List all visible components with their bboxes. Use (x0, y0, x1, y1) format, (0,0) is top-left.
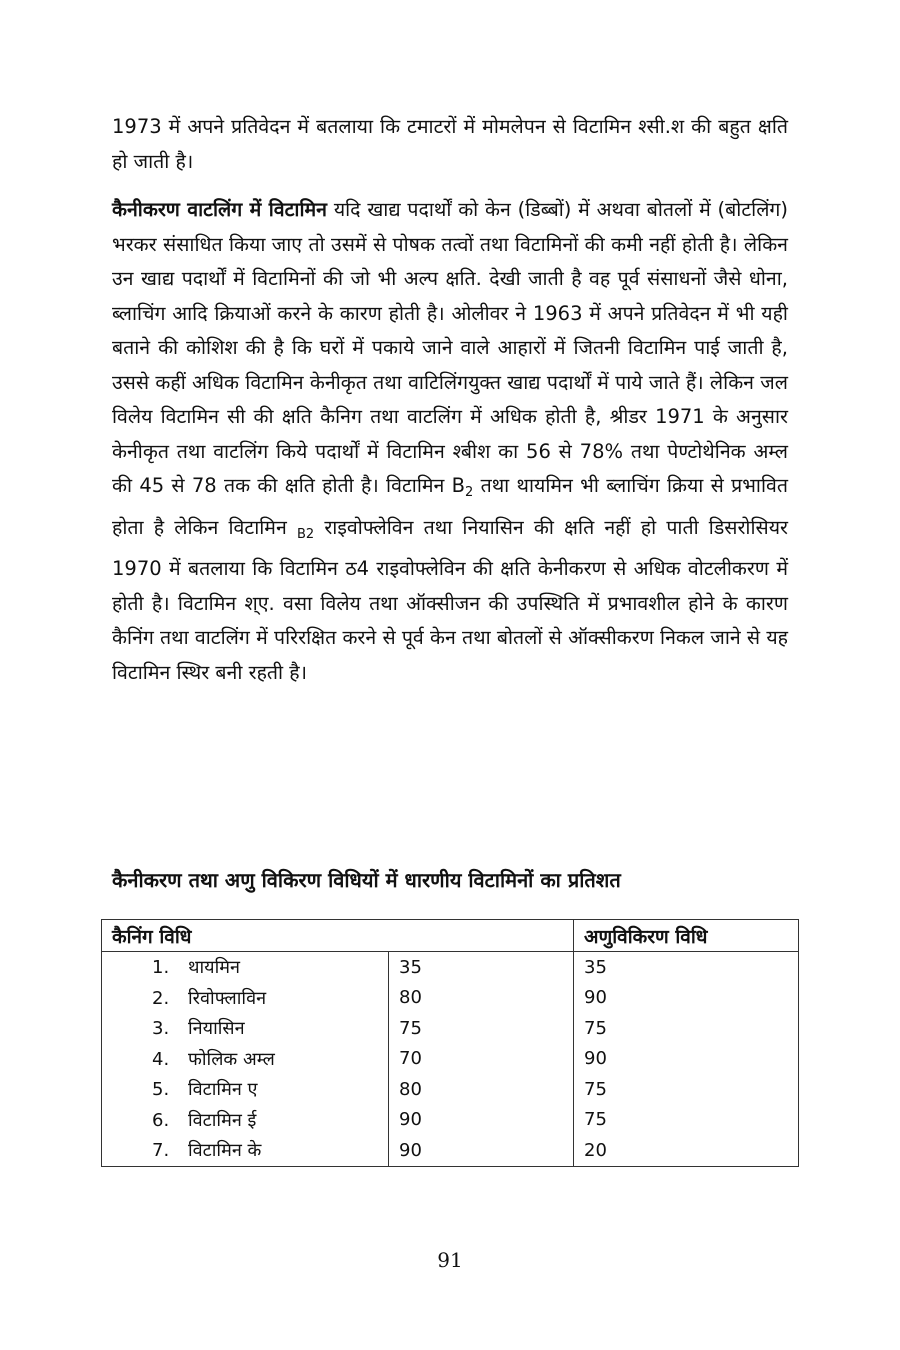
canning-value: 75 (389, 1013, 574, 1044)
table-body (102, 952, 799, 1167)
paragraph-text-2: तथा थायमिन भी ब्लाचिंग क्रिया से प्रभावित होता है लेकिन विटामिन (112, 474, 788, 539)
table-row (102, 1135, 799, 1166)
vitamin-name: फोलिक अम्ल (188, 1048, 275, 1070)
vitamin-name: रिवोफ्लाविन (188, 987, 267, 1009)
vitamin-name: विटामिन ए (188, 1079, 258, 1101)
irradiation-value: 75 (574, 1105, 799, 1136)
canning-value: 90 (389, 1105, 574, 1136)
vitamin-name-cell (102, 983, 389, 1014)
header-irradiation-method: अणुविकिरण विधि (574, 920, 799, 952)
paragraph-text-3: राइवोफ्लेविन तथा नियासिन की क्षति नहीं हो पाती डिसरोसियर 1970 में बतलाया कि विटामिन ठ4 राइवोफ्लेविन की क्षति केनीकरण से अधिक वोटलीकरण में होती है। विटामिन श्ए. वसा विलेय तथा ऑक्सीजन की उपस्थिति में प्रभावशील होने के कारण कैनिंग तथा वाटलिंग में परिरक्षित करने से पूर्व केन तथा बोतलों से ऑक्सीकरण निकल जाने से यह विटामिन स्थिर बनी रहती है। (112, 515, 788, 684)
table-row (102, 1044, 799, 1075)
row-number: 4. (152, 1048, 170, 1070)
canning-value: 35 (389, 952, 574, 983)
canning-value: 90 (389, 1135, 574, 1166)
paragraph-intro: 1973 में अपने प्रतिवेदन में बतलाया कि टमाटरों में मोमलेपन से विटामिन श्सी.श की बहुत क्षति हो जाती है। (112, 115, 788, 173)
vitamin-name-cell (102, 1044, 389, 1075)
vitamin-name: विटामिन ई (188, 1109, 257, 1131)
paragraph-text-1: यदि खाद्य पदार्थों को केन (डिब्बों) में अथवा बोतलों में (बोटलिंग) भरकर संसाधित किया जाए तो उसमें से पोषक तत्वों तथा विटामिनों की कमी नहीं होती है। लेकिन उन खाद्य पदार्थों में विटामिनों की जो भी अल्प क्षति. देखी जाती है वह पूर्व संसाधनों जैसे धोना, ब्लाचिंग आदि क्रियाओं करने के कारण होती है। ओलीवर ने 1963 में अपने प्रतिवेदन में भी यही बताने की कोशिश की है कि घरों में पकाये जाने वाले आहारों में जितनी विटामिन पाई जाती है, उससे कहीं अधिक विटामिन केनीकृत तथा वाटिलिंगयुक्त खाद्य पदार्थों में पाये जाते हैं। लेकिन जल विलेय विटामिन सी की क्षति कैनिग तथा वाटलिंग में अधिक होती है, श्रीडर 1971 के अनुसार केनीकृत तथा वाटलिंग किये पदार्थों में विटामिन श्बीश का 56 से 78% तथा पेण्टोथेनिक अम्ल की 45 से 78 तक की क्षति होती है। विटामिन B (112, 198, 789, 497)
canning-value: 70 (389, 1044, 574, 1075)
irradiation-value: 35 (574, 952, 799, 983)
row-number: 5. (152, 1079, 170, 1101)
vitamin-name: विटामिन के (188, 1140, 262, 1162)
vitamin-name-cell (102, 1074, 389, 1105)
irradiation-value: 75 (574, 1013, 799, 1044)
row-number: 1. (152, 957, 170, 979)
irradiation-value: 75 (574, 1074, 799, 1105)
vitamin-retention-table (101, 919, 799, 1167)
irradiation-value: 90 (574, 983, 799, 1014)
vitamin-name-cell (102, 1105, 389, 1136)
table-row (102, 1105, 799, 1136)
vitamin-name-cell (102, 952, 389, 983)
vitamin-name: नियासिन (188, 1018, 245, 1040)
vitamin-name-cell (102, 1135, 389, 1166)
page-body (112, 110, 788, 690)
table-row (102, 983, 799, 1014)
paragraph-canning (112, 193, 788, 690)
row-number: 3. (152, 1018, 170, 1040)
canning-value: 80 (389, 983, 574, 1014)
irradiation-value: 20 (574, 1135, 799, 1166)
vitamin-name-cell (102, 1013, 389, 1044)
row-number: 2. (152, 987, 170, 1009)
table-header-row (102, 920, 799, 952)
table-row (102, 1074, 799, 1105)
subscript-2: 2 (465, 485, 474, 500)
canning-value: 80 (389, 1074, 574, 1105)
row-number: 7. (152, 1140, 170, 1162)
header-canning-method: कैनिंग विधि (102, 920, 574, 952)
table-row (102, 952, 799, 983)
row-number: 6. (152, 1109, 170, 1131)
vitamin-name: थायमिन (188, 957, 241, 979)
table-heading: कैनीकरण तथा अणु विकिरण विधियों में धारणीय विटामिनों का प्रतिशत (112, 868, 621, 892)
paragraph-lead: कैनीकरण वाटलिंग में विटामिन (112, 198, 328, 221)
table-row (102, 1013, 799, 1044)
irradiation-value: 90 (574, 1044, 799, 1075)
subscript-b2: B2 (296, 526, 315, 542)
page-number: 91 (437, 1248, 463, 1272)
